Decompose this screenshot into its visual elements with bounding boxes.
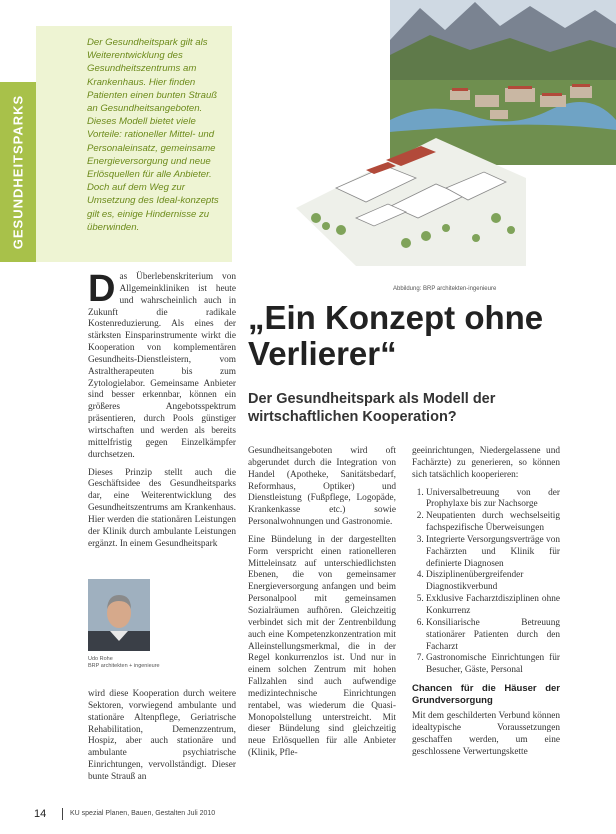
footer-publication: KU spezial Planen, Bauen, Gestalten Juli 2010: [70, 810, 216, 817]
body-paragraph: geeinrichtungen, Niedergelassene und Fachärzte) zu generieren, so können sich tatsächlich kooperieren:: [412, 446, 560, 480]
portrait-name: Udo Rohe: [88, 656, 113, 662]
list-item: 4. Disziplinenübergreifender Diagnostikverbund: [426, 570, 560, 594]
drop-cap: D: [88, 268, 116, 310]
body-paragraph: Dieses Prinzip stellt auch die Geschäftsidee des Gesundheitsparks dar, eine Weiterentwicklung des Gesundheitszentrums am Krankenhaus. Hier werden die stationären Leistungen der Klinik durch ambulante Leistungen ergänzt. In einem Gesundheitspark: [88, 467, 236, 549]
body-paragraph: wird diese Kooperation durch weitere Sektoren, vorwiegend ambulante und stationäre Altenpflege, Geriatrische Rehabilitation, Demenzzentrum, Hospiz, aber auch stationäre und ambulante psychiatrische Einrichtungen, vervollständigt. Dieser bunte Strauß an: [88, 689, 236, 782]
list-item: 1. Universalbetreuung von der Prophylaxe bis zur Nachsorge: [426, 488, 560, 512]
headline: „Ein Konzept ohne Verlierer“: [248, 299, 544, 372]
intro-paragraph: Der Gesundheitspark gilt als Weiterentwicklung des Gesundheitszentrums am Krankenhaus. Hier finden Patienten einen bunten Strauß an Gesundheitsangeboten. Dieses Modell bietet viele Vorteile: rationeller Mittel- und Personaleinsatz, gemeinsame Energieversorgung und neue Erlösquellen für alle Anbieter. Doch auf dem Weg zur Umsetzung des Ideal-konzepts gilt es, einige Hindernisse zu überwinden.: [87, 37, 219, 233]
portrait-role: BRP architekten + ingenieure: [88, 663, 160, 669]
body-column-2: [248, 446, 396, 766]
intro-text: [87, 36, 221, 234]
list-item: 7. Gastronomische Einrichtungen für Besucher, Gäste, Personal: [426, 653, 560, 677]
section-tab: [0, 82, 36, 262]
site-plan-rendering: [296, 118, 526, 266]
body-column-1-continued: [88, 689, 236, 790]
list-item: 6. Konsiliarische Betreuung stationärer Patienten durch den Facharzt: [426, 618, 560, 654]
body-column-3: [412, 446, 560, 764]
cooperation-list: [412, 488, 560, 678]
author-portrait: [88, 579, 150, 651]
subheadline: Der Gesundheitspark als Modell der wirtschaftlichen Kooperation?: [248, 391, 496, 425]
list-item: 5. Exklusive Facharztdisziplinen ohne Konkurrenz: [426, 594, 560, 618]
section-heading: Chancen für die Häuser der Grundversorgung: [412, 683, 560, 707]
page-number: 14: [34, 808, 47, 820]
footer-separator: [62, 808, 63, 820]
body-paragraph: Mit dem geschilderten Verbund können idealtypische Voraussetzungen geschaffen werden, um eine geschlossene Verwertungskette: [412, 711, 560, 757]
body-paragraph: Eine Bündelung in der dargestellten Form verspricht einen rationelleren Mitteleinsatz auf unterschiedlichsten Ebenen, die von gemeinsamer Energieversorgung anfangen und beim Personalpool mit gemeinsamen Sozialräumen aufhören. Gleichzeitig verbindet sich mit der Zentrenbildung auch eine Kompetenzkonzentration mit Alleinstellungsmerkmal, die in der Regel konkurrenzlos ist. Und nur in einem solchen Zentrum mit hohen Fallzahlen sind auch aufwendige medizintechnische Einrichtungen rentabel, was wiederum die Quasi-Monopolstellung unterstreicht. Mit dieser Bündelung sind gleichzeitig neue Erlösquellen für alle Anbieter (Klinik, Pfle-: [248, 534, 396, 759]
list-item: 3. Integrierte Versorgungsverträge von Fachärzten und Klinik für definierte Diagnosen: [426, 535, 560, 571]
paragraph-text: as Überlebenskriterium von Allgemeinkliniken ist heute und wahrscheinlich auch in Zukunft die radikale Kostenreduzierung. Als eines der stärksten Einsparinstrumente wirkt die Kooperation von komplementären Gesundheits-Dienstleistern, vom Astraltherapeuten bis zum Zytologielabor. Gemeinsame Anbieter sind besser erkennbar, können ein größeres Angebotsspektrum präsentieren, durch Pools günstiger wirtschaften und werden als bereits mittelfristig gegen Einzelkämpfer durchsetzen.: [88, 272, 236, 460]
section-tab-label: GESUNDHEITSPARKS: [10, 94, 26, 250]
image-caption: Abbildung: BRP architekten-ingenieure: [393, 286, 497, 292]
body-paragraph: [88, 268, 236, 462]
list-item: 2. Neupatienten durch wechselseitig fachspezifische Überweisungen: [426, 511, 560, 535]
body-paragraph: Gesundheitsangeboten wird oft abgerundet durch die Integration von Handel (Apotheke, Sanitätsbedarf, Reformhaus, Optiker) und Dienstleistung (Fußpflege, Logopäde, Krankenkasse etc.) sowie Personalwohnungen und Gastronomie.: [248, 446, 396, 528]
body-column-1: [88, 268, 236, 556]
portrait-caption: [88, 656, 208, 670]
